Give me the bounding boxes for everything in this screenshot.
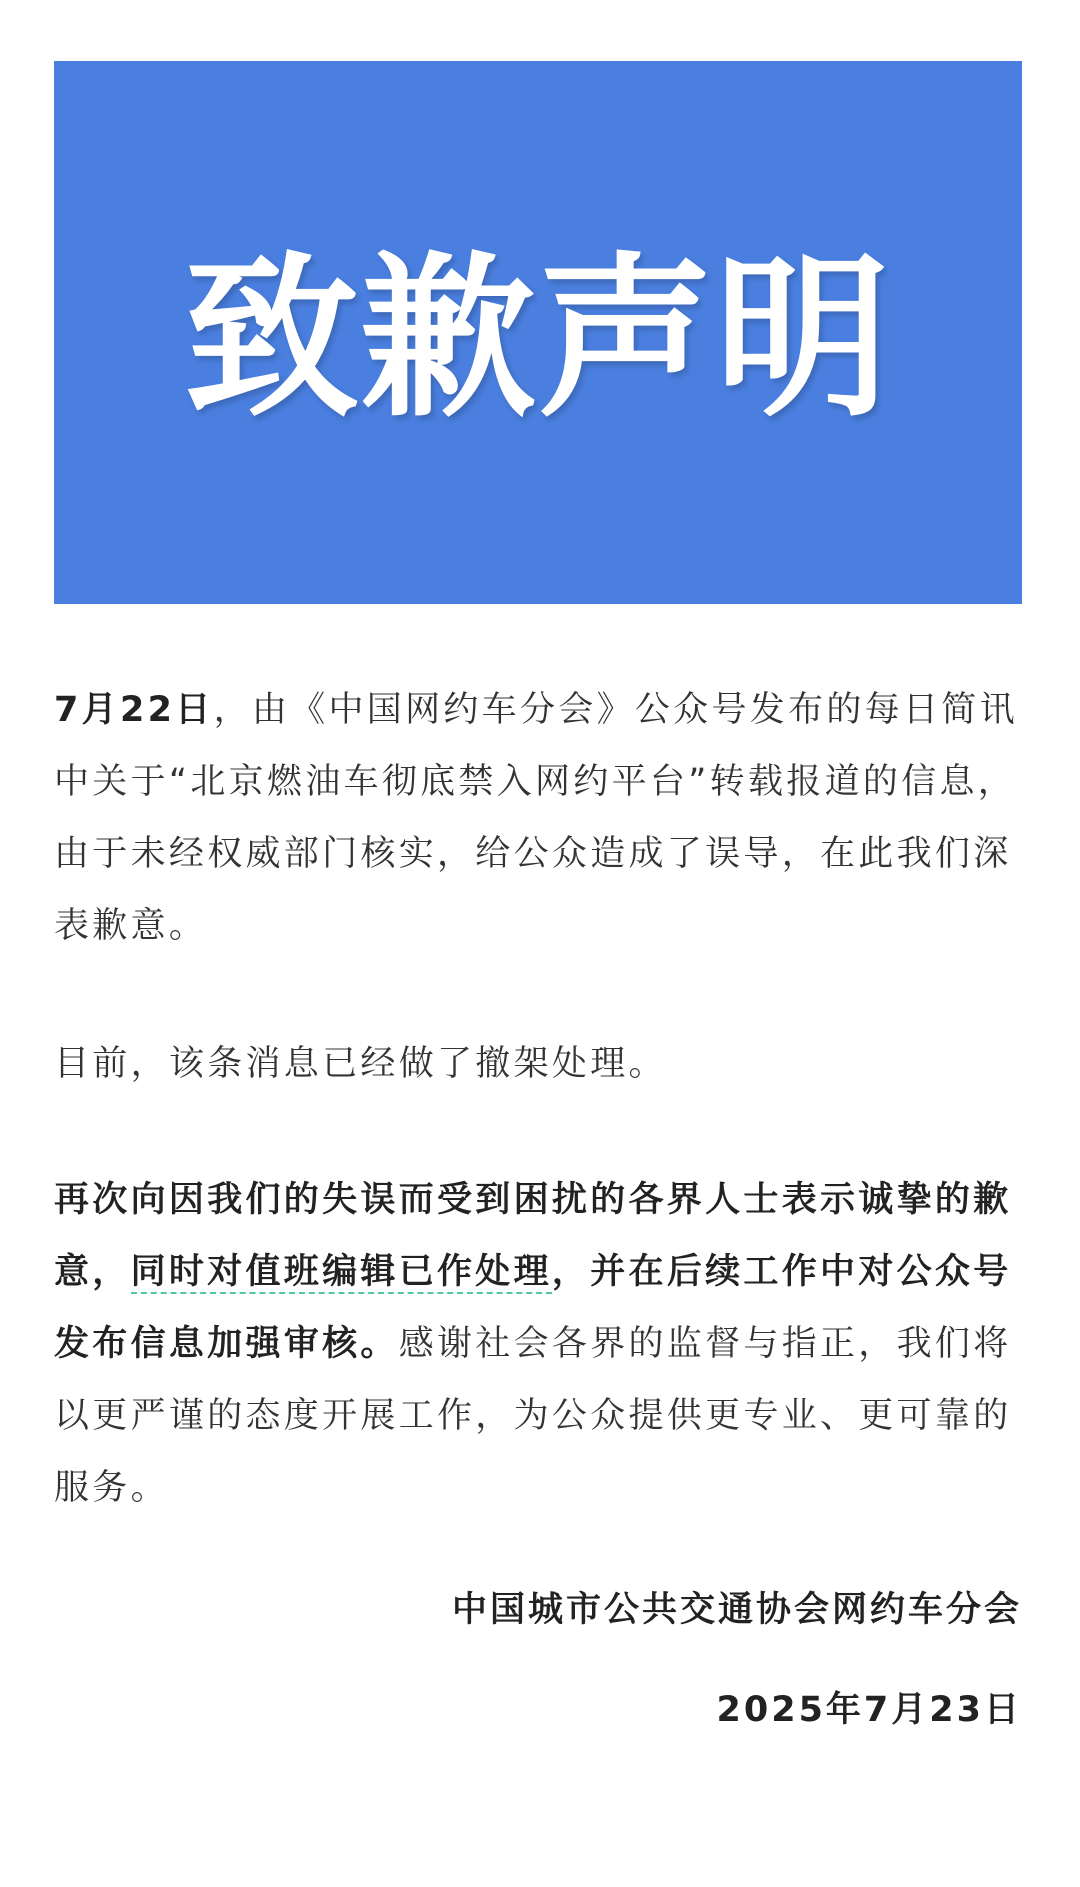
review-bold-text: ，并在后续工作中对公众号发布信息加强审核。 — [54, 1252, 1012, 1364]
title-banner — [54, 61, 1022, 604]
incident-text: ，由《中国网约车分会》公众号发布的每日简讯中关于“北京燃油车彻底禁入网约平台”转载报道的信息，由于未经权威部门核实，给公众造成了误导，在此我们深表歉意。 — [54, 690, 1018, 946]
incident-date: 7月22日 — [54, 690, 214, 730]
statement-body — [54, 674, 1024, 1590]
paragraph-apology — [54, 1164, 1024, 1524]
thanks-text: 感谢社会各界的监督与指正，我们将以更严谨的态度开展工作，为公众提供更专业、更可靠的服务。 — [54, 1324, 1012, 1508]
removal-text: 目前，该条消息已经做了撤架处理。 — [54, 1044, 667, 1084]
signature-organization: 中国城市公共交通协会网约车分会 — [451, 1590, 1022, 1630]
signature-date: 2025年7月23日 — [716, 1690, 1022, 1730]
paragraph-removal — [54, 1028, 1024, 1100]
banner-title: 致歉声明 — [184, 238, 892, 441]
editor-handled-text: 同时对值班编辑已作处理 — [130, 1252, 552, 1292]
apology-bold-text: 再次向因我们的失误而受到困扰的各界人士表示诚挚的歉意， — [54, 1180, 1012, 1292]
paragraph-incident — [54, 674, 1024, 962]
